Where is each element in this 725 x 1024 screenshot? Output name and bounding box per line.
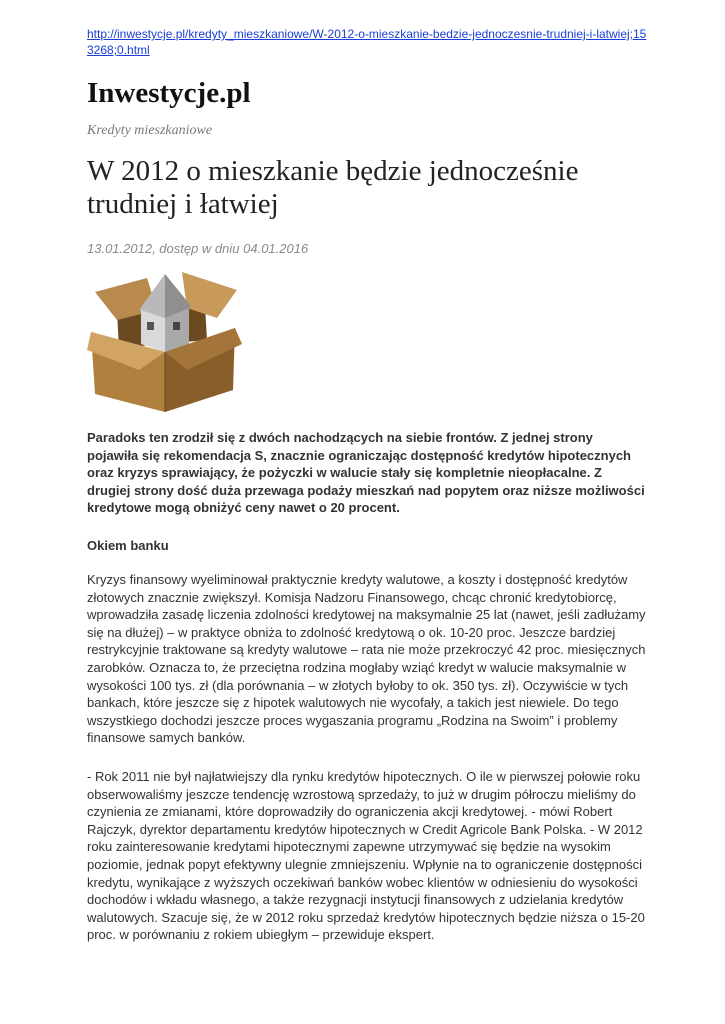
article-paragraph: - Rok 2011 nie był najłatwiejszy dla rynku kredytów hipotecznych. O ile w pierwszej połowie roku obserwowaliśmy jeszcze tendencję wzrostową sprzedaży, to już w drugim półroczu mieliśmy do czynienia ze zmianami, które doprowadziły do ograniczenia akcji kredytowej. - mówi Robert Rajczyk, dyrektor departamentu kredytów hipotecznych w Credit Agricole Bank Polska. - W 2012 roku zainteresowanie kredytami hipotecznymi zapewne utrzymywać się będzie na wysokim poziomie, jednak popyt efektywny ulegnie zmniejszeniu. Wpłynie na to ograniczenie dostępności kredytu, wynikające z wyższych oczekiwań banków wobec klientów w odniesieniu do wysokości dochodów i wkładu własnego, a także rezygnacji instytucji finansowych z udzielania kredytów walutowych. Szacuje się, że w 2012 roku sprzedaż kredytów hipotecznych będzie niższa o 15-20 proc. w porównaniu z rokiem ubiegłym – przewiduje ekspert.: [87, 769, 645, 943]
article-paragraph: Kryzys finansowy wyeliminował praktycznie kredyty walutowe, a koszty i dostępność kredytów złotowych znacznie zwiększył. Komisja Nadzoru Finansowego, chcąc chronić kredytobiorcę, wprowadziła zasadę liczenia zdolności kredytowej na maksymalnie 25 lat (nawet, jeśli zadłużamy się na dłużej) – w praktyce obniża to zdolność kredytową o ok. 10-20 proc. Jeszcze bardziej restrykcyjnie traktowane są kredyty walutowe – rata nie może przekroczyć 42 proc. miesięcznych zarobków. Oznacza to, że przeciętna rodzina mogłaby wziąć kredyt w walucie maksymalnie w wysokości 100 tys. zł (dla porównania – w złotych byłoby to ok. 350 tys. zł). Oczywiście w tych bankach, które jeszcze się z hipotek walutowych nie wycofały, a takich jest niewiele. Do tego wszystkiego dochodzi jeszcze proces wygaszania programu „Rodzina na Swoim” i problemy finansowe samych banków.: [87, 572, 646, 746]
category-label: Kredyty mieszkaniowe: [87, 123, 213, 138]
article-title: W 2012 o mieszkanie będzie jednocześnie trudniej i łatwiej: [87, 155, 579, 220]
article-lead: Paradoks ten zrodził się z dwóch nachodzących na siebie frontów. Z jednej strony pojawiła się rekomendacja S, znacznie ograniczając dostępność kredytów hipotecznych oraz kryzys sprawiający, że pożyczki w walucie stały się kompletnie nieopłacalne. Z drugiej strony dość duża przewaga podaży mieszkań nad popytem oraz niższe możliwości kredytowe mogą obniżyć ceny nawet o 20 procent.: [87, 430, 645, 516]
site-name: Inwestycje.pl: [87, 77, 251, 109]
house-in-cardboard-box-icon: [87, 270, 242, 412]
house-in-box-image: [87, 270, 242, 412]
section-heading: Okiem banku: [87, 538, 169, 553]
article-date: 13.01.2012, dostęp w dniu 04.01.2016: [87, 241, 309, 256]
source-url-link[interactable]: http://inwestycje.pl/kredyty_mieszkaniowe/W-2012-o-mieszkanie-bedzie-jednoczesnie-trudniej-i-latwiej;153268;0.html: [87, 27, 647, 57]
